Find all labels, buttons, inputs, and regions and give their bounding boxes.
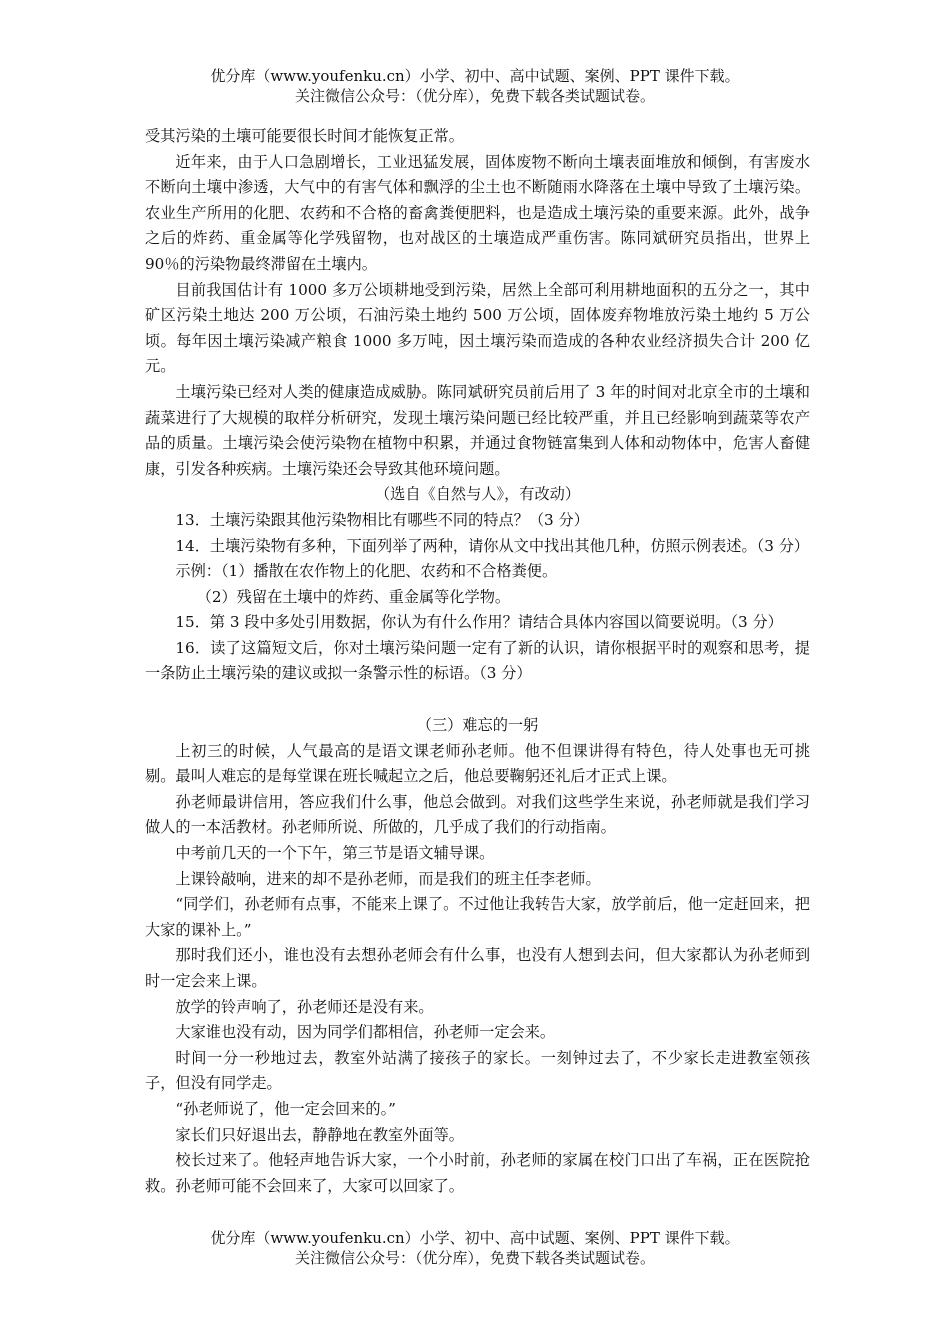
story-paragraph: 上课铃敲响，进来的却不是孙老师，而是我们的班主任李老师。 bbox=[175, 869, 601, 888]
footer-line-2: 关注微信公众号：（优分库），免费下载各类试题试卷。 bbox=[294, 1249, 655, 1267]
story-paragraph: 上初三的时候，人气最高的是语文课老师孙老师。他不但课讲得有特色，待人处事也无可挑剔。最叫人难忘的是每堂课在班长喊起立之后，他总要鞠躬还礼后才正式上课。 bbox=[145, 741, 810, 786]
story-paragraph: 中考前几天的一个下午，第三节是语文辅导课。 bbox=[175, 844, 495, 863]
story-paragraph: 家长们只好退出去，静静地在教室外面等。 bbox=[175, 1125, 464, 1144]
page-footer bbox=[0, 1228, 950, 1268]
story-paragraph: “孙老师说了，他一定会回来的。” bbox=[175, 1099, 396, 1118]
passage-paragraph: 受其污染的土壤可能要很长时间才能恢复正常。 bbox=[145, 127, 464, 145]
document-body bbox=[145, 124, 810, 1199]
story-paragraph: 大家谁也没有动，因为同学们都相信，孙老师一定会来。 bbox=[175, 1023, 556, 1042]
page-header bbox=[0, 66, 950, 106]
header-line-1: 优分库（www.youfenku.cn）小学、初中、高中试题、案例、PPT 课件下载。 bbox=[210, 67, 740, 85]
question-14-example-2: （2）残留在土壤中的炸药、重金属等化学物。 bbox=[196, 587, 511, 606]
question-13: 13．土壤污染跟其他污染物相比有哪些不同的特点？（3 分） bbox=[175, 510, 589, 529]
question-14-example-1: 示例：（1）播散在农作物上的化肥、农药和不合格粪便。 bbox=[175, 562, 558, 581]
question-14: 14．土壤污染物有多种，下面列举了两种，请你从文中找出其他几种，仿照示例表述。（3 分） bbox=[175, 536, 810, 555]
passage-source: （选自《自然与人》，有改动） bbox=[374, 485, 581, 504]
section-title: （三）难忘的一躬 bbox=[416, 716, 539, 735]
footer-line-1: 优分库（www.youfenku.cn）小学、初中、高中试题、案例、PPT 课件下载。 bbox=[210, 1229, 740, 1247]
story-paragraph: 放学的铃声响了，孙老师还是没有来。 bbox=[175, 997, 434, 1016]
passage-paragraph: 目前我国估计有 1000 多万公顷耕地受到污染，居然上全部可利用耕地面积的五分之一，其中矿区污染土地达 200 万公顷，石油污染土地约 500 万公顷，固体废弃物堆放污染土地约 5 万公顷。每年因土壤污染减产粮食 1000 多万吨，因土壤污染而造成的各种农业经济损失合计 200 亿元。 bbox=[145, 280, 810, 376]
passage-paragraph: 近年来，由于人口急剧增长，工业迅猛发展，固体废物不断向土壤表面堆放和倾倒，有害废水不断向土壤中渗透，大气中的有害气体和飘浮的尘土也不断随雨水降落在土壤中导致了土壤污染。农业生产所用的化肥、农药和不合格的畜禽粪便肥料，也是造成土壤污染的重要来源。此外，战争之后的炸药、重金属等化学残留物，也对战区的土壤造成严重伤害。陈同斌研究员指出，世界上 90％的污染物最终滞留在土壤内。 bbox=[145, 152, 810, 273]
header-line-2: 关注微信公众号：（优分库），免费下载各类试题试卷。 bbox=[294, 87, 655, 105]
section-gap bbox=[145, 687, 810, 713]
story-paragraph: 校长过来了。他轻声地告诉大家，一个小时前，孙老师的家属在校门口出了车祸，正在医院抢救。孙老师可能不会回来了，大家可以回家了。 bbox=[145, 1151, 810, 1195]
story-paragraph: “同学们，孙老师有点事，不能来上课了。不过他让我转告大家，放学前后，他一定赶回来，把大家的课补上。” bbox=[145, 895, 810, 939]
story-paragraph: 时间一分一秒地过去，教室外站满了接孩子的家长。一刻钟过去了，不少家长走进教室领孩子，但没有同学走。 bbox=[145, 1048, 810, 1093]
story-paragraph: 孙老师最讲信用，答应我们什么事，他总会做到。对我们这些学生来说，孙老师就是我们学习做人的一本活教材。孙老师所说、所做的，几乎成了我们的行动指南。 bbox=[145, 792, 810, 837]
question-15: 15．第 3 段中多处引用数据，你认为有什么作用？请结合具体内容国以简要说明。（3 分） bbox=[175, 613, 783, 632]
story-paragraph: 那时我们还小，谁也没有去想孙老师会有什么事，也没有人想到去问，但大家都认为孙老师到时一定会来上课。 bbox=[145, 946, 810, 990]
question-16: 16．读了这篇短文后，你对土壤污染问题一定有了新的认识，请你根据平时的观察和思考，提一条防止土壤污染的建议或拟一条警示性的标语。（3 分） bbox=[145, 638, 810, 683]
passage-paragraph: 土壤污染已经对人类的健康造成威胁。陈同斌研究员前后用了 3 年的时间对北京全市的土壤和蔬菜进行了大规模的取样分析研究，发现土壤污染问题已经比较严重，并且已经影响到蔬菜等农产品的质量。土壤污染会使污染物在植物中积累，并通过食物链富集到人体和动物体中，危害人畜健康，引发各种疾病。土壤污染还会导致其他环境问题。 bbox=[145, 382, 810, 478]
